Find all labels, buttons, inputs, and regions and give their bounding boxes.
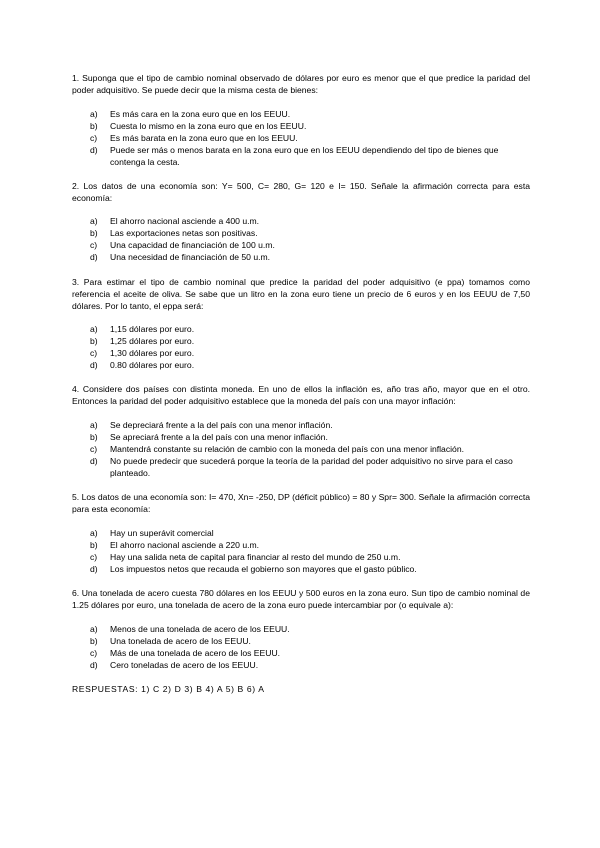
option-item: c) Más de una tonelada de acero de los EEUU. [90,648,281,658]
option-item: a) Es más cara en la zona euro que en los EEUU. [90,109,291,119]
question-4-text: 4. Considere dos países con distinta moneda. En uno de ellos la inflación es, año tras año, mayor que en el otro. Entonces la paridad del poder adquisitivo establece que la moneda del país con una mayor inflación: [72,384,530,406]
question-3-text: 3. Para estimar el tipo de cambio nominal que predice la paridad del poder adquisitivo (e ppa) tomamos como referencia el aceite de oliva. Se sabe que un litro en la zona euro tiene un precio de 6 euros y en los EEUU de 7,50 dólares. Por lo tanto, el eppa será: [72,277,530,311]
option-item: d) 0.80 dólares por euro. [90,360,195,370]
question-2-options [90,215,530,263]
question-2-text: 2. Los datos de una economía son: Y= 500, C= 280, G= 120 e I= 150. Señale la afirmación correcta para esta economía: [72,181,530,203]
option-item: b) Cuesta lo mismo en la zona euro que en los EEUU. [90,121,307,131]
option-item: a) Se depreciará frente a la del país con una menor inflación. [90,420,333,430]
option-item: a) Hay un superávit comercial [90,528,214,538]
option-item: c) Hay una salida neta de capital para financiar al resto del mundo de 250 u.m. [90,552,401,562]
question-3-options [90,323,530,371]
question-6-options [90,623,530,671]
option-item: b) Las exportaciones netas son positivas. [90,228,258,238]
option-item: b) Se apreciará frente a la del país con una menor inflación. [90,432,328,442]
option-item: c) Mantendrá constante su relación de cambio con la moneda del país con una menor inflación. [90,444,464,454]
option-item: d) Una necesidad de financiación de 50 u.m. [90,252,271,262]
option-item: b) 1,25 dólares por euro. [90,336,195,346]
question-4-options [90,419,530,479]
option-item: a) 1,15 dólares por euro. [90,324,195,334]
answers-line: RESPUESTAS: 1) C 2) D 3) B 4) A 5) B 6) A [72,684,265,694]
option-item: c) 1,30 dólares por euro. [90,348,195,358]
option-item: c) Es más barata en la zona euro que en los EEUU. [90,133,298,143]
option-item: c) Una capacidad de financiación de 100 u.m. [90,240,275,250]
option-item: d) Cero toneladas de acero de los EEUU. [90,660,259,670]
option-item: b) Una tonelada de acero de los EEUU. [90,636,251,646]
question-5-text: 5. Los datos de una economía son: I= 470, Xn= -250, DP (déficit público) = 80 y Spr= 300. Señale la afirmación correcta para esta economía: [72,492,530,514]
option-item: d) Los impuestos netos que recauda el gobierno son mayores que el gasto público. [90,564,417,574]
question-5-options [90,527,530,575]
option-item: d) Puede ser más o menos barata en la zona euro que en los EEUU dependiendo del tipo de bienes que contenga la cesta. [90,145,499,167]
question-1-text: 1. Suponga que el tipo de cambio nominal observado de dólares por euro es menor que el que predice la paridad del poder adquisitivo. Se puede decir que la misma cesta de bienes: [72,73,530,95]
option-item: a) El ahorro nacional asciende a 400 u.m. [90,216,260,226]
question-1-options [90,108,530,168]
option-item: d) No puede predecir que sucederá porque la teoría de la paridad del poder adquisitivo no sirve para el caso planteado. [90,456,513,478]
option-item: a) Menos de una tonelada de acero de los EEUU. [90,624,290,634]
option-item: b) El ahorro nacional asciende a 220 u.m. [90,540,260,550]
question-6-text: 6. Una tonelada de acero cuesta 780 dólares en los EEUU y 500 euros en la zona euro. Sun tipo de cambio nominal de 1.25 dólares por euro, una tonelada de acero de la zona euro puede intercambiar por (o equivale a): [72,588,530,610]
